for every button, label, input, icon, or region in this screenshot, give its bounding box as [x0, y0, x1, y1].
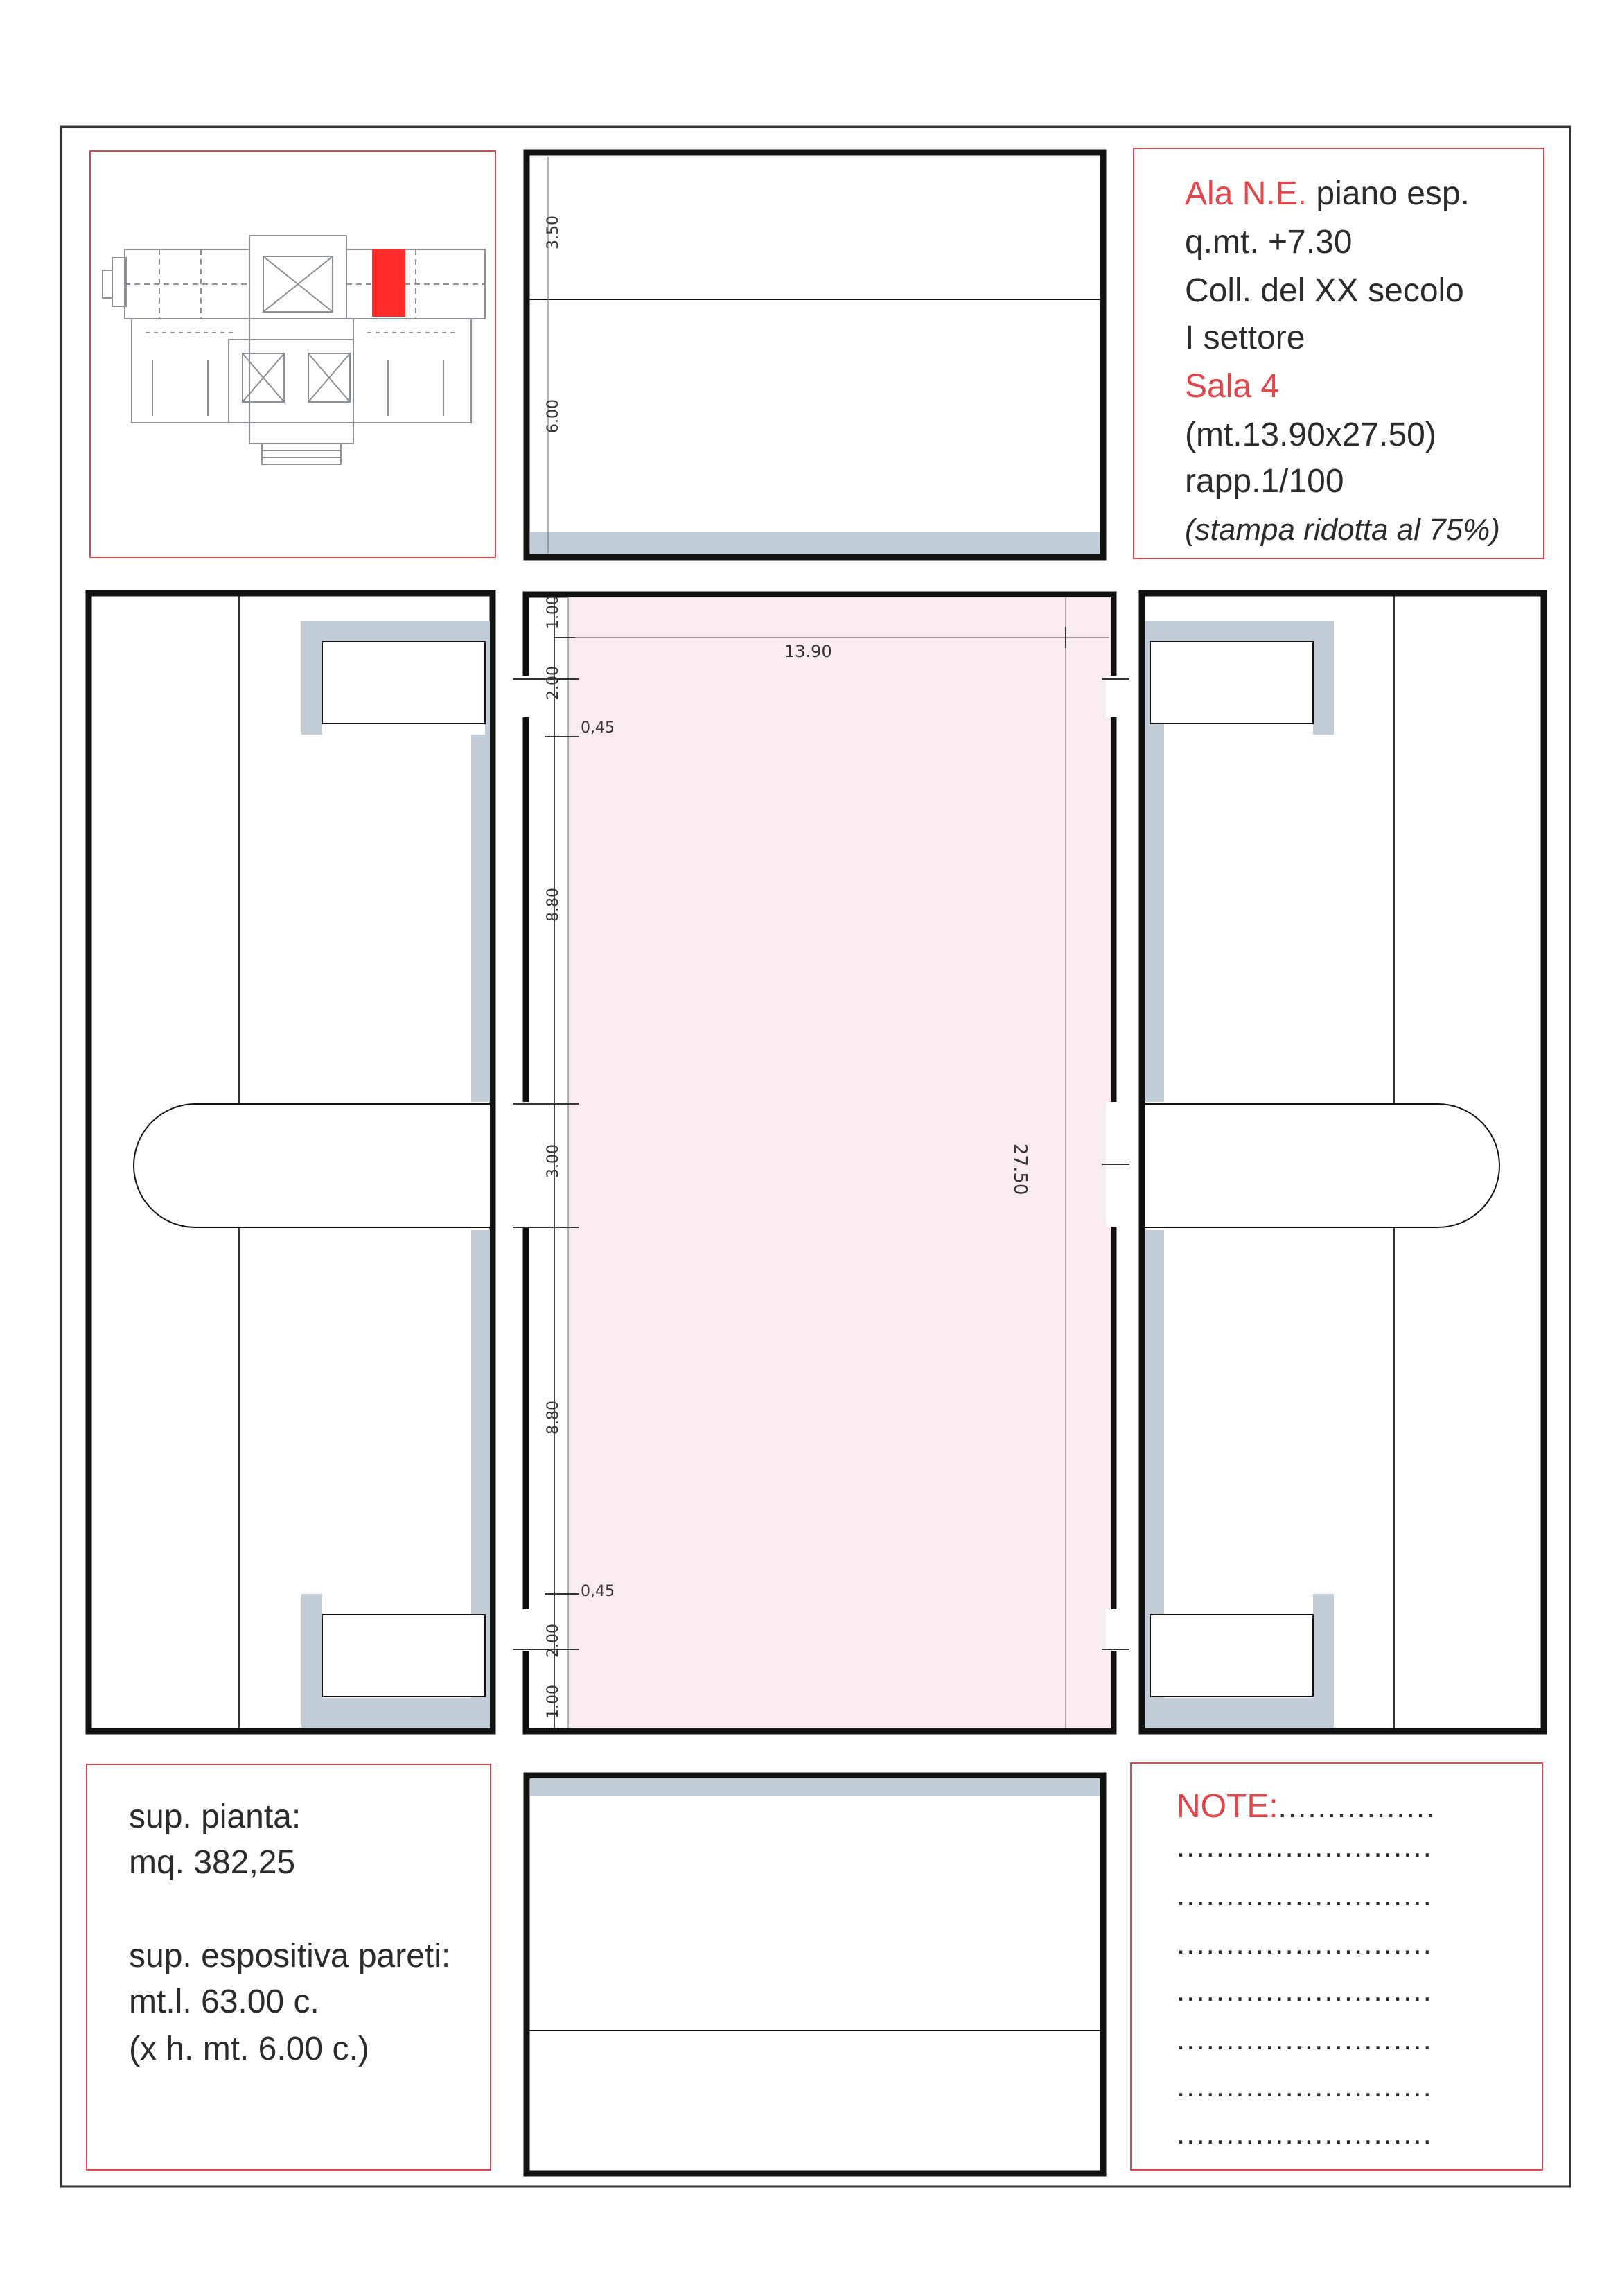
- notes-title: NOTE:: [1177, 1788, 1278, 1825]
- floor-area-value: mq. 382,25: [129, 1844, 296, 1881]
- plan-dim-4: 8.80: [545, 888, 562, 922]
- locator-box: [90, 151, 495, 557]
- notes-line: ..........................: [1177, 1927, 1433, 1961]
- scale-label: rapp.1/100: [1185, 463, 1344, 500]
- notes-line: ..........................: [1177, 1830, 1433, 1864]
- plan-dim-2: 2.00: [545, 666, 562, 700]
- wing-line: [1185, 170, 1470, 218]
- room-size-label: (mt.13.90x27.50): [1185, 417, 1436, 453]
- elevation-label: q.mt. +7.30: [1185, 224, 1353, 261]
- wall-height-value: (x h. mt. 6.00 c.): [129, 2031, 369, 2067]
- building-locator-map: [103, 236, 485, 464]
- print-note: (stampa ridotta al 75%): [1185, 513, 1500, 547]
- collection-label: Coll. del XX secolo: [1185, 272, 1464, 309]
- notes-line: ..........................: [1177, 2069, 1433, 2103]
- notes-line: ..........................: [1177, 2022, 1433, 2056]
- plan-dim-6: 8.80: [545, 1401, 562, 1435]
- dim-top-upper: 3.50: [545, 216, 562, 249]
- sector-label: I settore: [1185, 319, 1305, 356]
- plan-length-label: 27.50: [1010, 1143, 1030, 1195]
- wall-area-value: mt.l. 63.00 c.: [129, 1983, 319, 2020]
- plan-dim-3: 0,45: [581, 719, 615, 737]
- plan-dim-5: 3.00: [545, 1144, 562, 1178]
- plan-dim-7: 0,45: [581, 1583, 615, 1600]
- notes-title-line: [1177, 1782, 1436, 1832]
- right-wall-elevation: [1142, 593, 1544, 1731]
- floor-area-label: sup. pianta:: [129, 1798, 301, 1835]
- plan-dim-9: 1.00: [545, 1685, 562, 1719]
- elevation-top-frame: [527, 152, 1103, 557]
- notes-line: ..........................: [1177, 1878, 1433, 1912]
- dim-top-lower: 6.00: [545, 399, 562, 433]
- floor-label: piano esp.: [1316, 175, 1470, 212]
- notes-line: ..........................: [1177, 1974, 1433, 2008]
- room-plan: [513, 595, 1129, 1731]
- room-label: Sala 4: [1185, 368, 1280, 405]
- elevation-bottom: [527, 1776, 1103, 2173]
- notes-line: ..........................: [1177, 2117, 1433, 2150]
- left-wall-elevation: [89, 593, 493, 1731]
- wall-area-label: sup. espositiva pareti:: [129, 1938, 451, 1974]
- plan-width-label: 13.90: [784, 642, 832, 661]
- wing-label: Ala N.E.: [1185, 175, 1308, 212]
- current-room-highlight: [372, 249, 405, 317]
- notes-first-dots: ................: [1278, 1790, 1436, 1824]
- plan-dim-1: 1.00: [545, 595, 562, 629]
- plan-dim-8: 2.00: [545, 1624, 562, 1658]
